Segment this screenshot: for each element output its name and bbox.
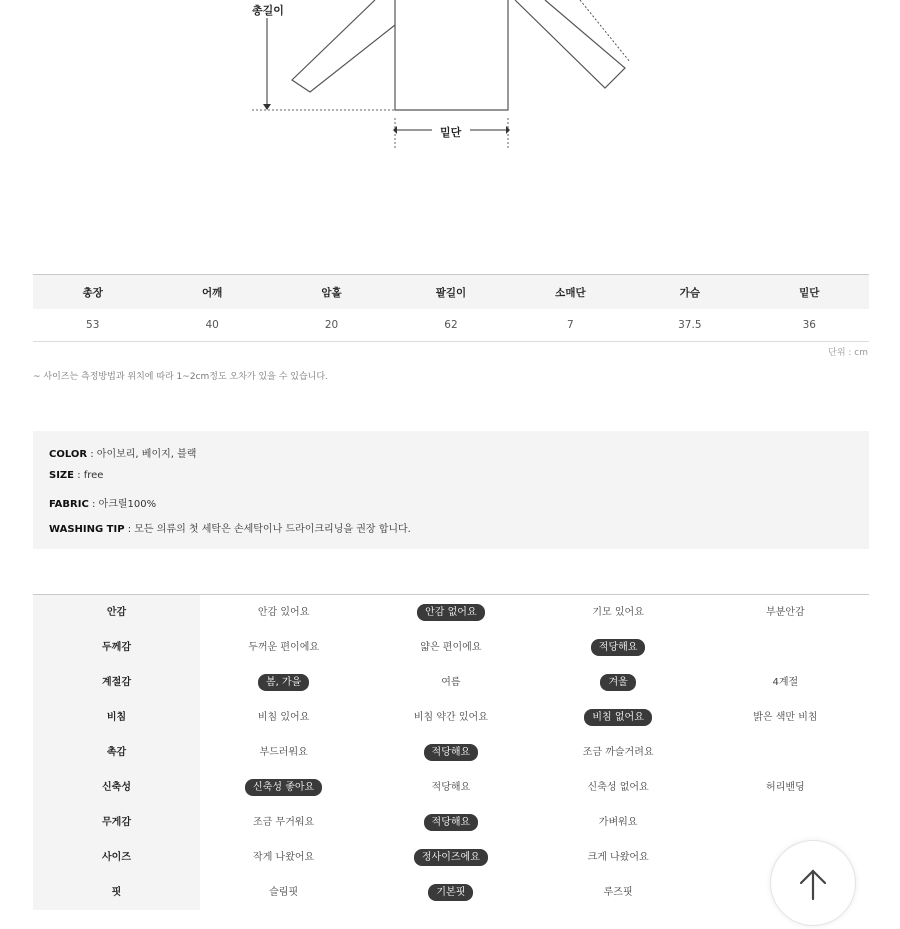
size-value: 53 bbox=[33, 309, 152, 342]
fit-option-cell bbox=[535, 700, 702, 735]
fit-option: 루즈핏 bbox=[603, 887, 633, 898]
size-header: 밑단 bbox=[750, 275, 869, 310]
fit-option-cell bbox=[367, 630, 534, 665]
fit-option-cell bbox=[535, 630, 702, 665]
fit-option-selected: 신축성 좋아요 bbox=[245, 779, 322, 796]
fit-option: 작게 나왔어요 bbox=[253, 852, 315, 863]
scroll-top-button[interactable] bbox=[770, 840, 856, 926]
fit-option-cell bbox=[367, 700, 534, 735]
size-note: ~ 사이즈는 측정방법과 위치에 따라 1~2cm정도 오차가 있을 수 있습니다. bbox=[33, 372, 328, 382]
fit-option: 비침 약간 있어요 bbox=[413, 712, 488, 723]
hem-label: 밑단 bbox=[440, 126, 462, 139]
fit-option-cell bbox=[702, 700, 869, 735]
size-table bbox=[33, 274, 869, 342]
unit-label: 단위 : cm bbox=[828, 348, 868, 358]
fit-option-cell bbox=[367, 840, 534, 875]
fit-option-cell bbox=[367, 595, 534, 631]
fit-option: 신축성 없어요 bbox=[587, 782, 649, 793]
fit-row-label: 두께감 bbox=[33, 630, 200, 665]
fit-option-cell bbox=[200, 665, 367, 700]
size-value: 37.5 bbox=[630, 309, 749, 342]
fit-option: 슬림핏 bbox=[269, 887, 299, 898]
fit-option: 조금 까슬거려요 bbox=[582, 747, 654, 758]
fit-row-label: 핏 bbox=[33, 875, 200, 910]
fit-option-selected: 적당해요 bbox=[424, 744, 479, 761]
garment-body-outline bbox=[395, 0, 508, 110]
fit-row-label: 무게감 bbox=[33, 805, 200, 840]
fit-option-cell bbox=[200, 595, 367, 631]
fit-option-cell bbox=[367, 805, 534, 840]
fit-option-cell bbox=[367, 735, 534, 770]
fit-option: 얇은 편이에요 bbox=[420, 642, 482, 653]
fit-row bbox=[33, 770, 869, 805]
fit-option-selected: 봄, 가을 bbox=[258, 674, 309, 691]
fit-option-selected: 겨울 bbox=[600, 674, 635, 691]
fit-option-cell bbox=[702, 595, 869, 631]
fit-option: 두꺼운 편이에요 bbox=[248, 642, 320, 653]
fit-row bbox=[33, 875, 869, 910]
fit-option-cell bbox=[535, 840, 702, 875]
fit-option-selected: 기본핏 bbox=[428, 884, 473, 901]
fit-option-cell bbox=[702, 805, 869, 840]
fit-row-label: 촉감 bbox=[33, 735, 200, 770]
fit-row-label: 신축성 bbox=[33, 770, 200, 805]
fit-row-label: 안감 bbox=[33, 595, 200, 631]
fit-row bbox=[33, 665, 869, 700]
fit-option: 부분안감 bbox=[766, 607, 805, 618]
product-info-box bbox=[33, 431, 869, 549]
right-sleeve-outline bbox=[515, 0, 625, 88]
fit-table bbox=[33, 594, 869, 910]
fit-option: 크게 나왔어요 bbox=[587, 852, 649, 863]
arrow-up-icon bbox=[771, 841, 855, 925]
size-header: 어깨 bbox=[152, 275, 271, 310]
info-washing: WASHING TIP : 모든 의류의 첫 세탁은 손세탁이나 드라이크리닝을 권장 합니다. bbox=[49, 524, 411, 535]
size-value: 36 bbox=[750, 309, 869, 342]
size-value: 40 bbox=[152, 309, 271, 342]
fit-row bbox=[33, 805, 869, 840]
fit-option-cell bbox=[367, 770, 534, 805]
size-header: 팔길이 bbox=[391, 275, 510, 310]
size-header: 암홀 bbox=[272, 275, 391, 310]
fit-option-cell bbox=[367, 665, 534, 700]
size-header: 소매단 bbox=[511, 275, 630, 310]
fit-row bbox=[33, 700, 869, 735]
fit-option: 안감 있어요 bbox=[257, 607, 310, 618]
fit-option-cell bbox=[200, 840, 367, 875]
fit-option: 비침 있어요 bbox=[257, 712, 310, 723]
fit-option-cell bbox=[535, 735, 702, 770]
fit-option: 밝은 색만 비침 bbox=[753, 712, 818, 723]
fit-option: 부드러워요 bbox=[259, 747, 308, 758]
info-color: COLOR : 아이보리, 베이지, 블랙 bbox=[49, 449, 197, 460]
fit-row bbox=[33, 595, 869, 631]
fit-option-cell bbox=[702, 735, 869, 770]
fit-option-selected: 안감 없어요 bbox=[417, 604, 484, 621]
fit-option: 적당해요 bbox=[431, 782, 471, 793]
fit-row bbox=[33, 630, 869, 665]
fit-row-label: 사이즈 bbox=[33, 840, 200, 875]
fit-row-label: 비침 bbox=[33, 700, 200, 735]
fit-option-cell bbox=[535, 665, 702, 700]
fit-option-cell bbox=[702, 665, 869, 700]
info-fabric: FABRIC : 아크릴100% bbox=[49, 499, 157, 510]
fit-option: 허리밴딩 bbox=[766, 782, 805, 793]
fit-option-selected: 적당해요 bbox=[591, 639, 646, 656]
total-length-arrowhead bbox=[263, 104, 271, 110]
fit-option-cell bbox=[535, 770, 702, 805]
fit-option-selected: 비침 없어요 bbox=[584, 709, 651, 726]
fit-option-cell bbox=[200, 805, 367, 840]
fit-option-cell bbox=[200, 770, 367, 805]
fit-option: 여름 bbox=[441, 677, 461, 688]
info-size: SIZE : free bbox=[49, 470, 104, 481]
fit-row bbox=[33, 735, 869, 770]
measurement-diagram bbox=[0, 0, 900, 160]
fit-option-cell bbox=[535, 875, 702, 910]
left-sleeve-outline bbox=[292, 0, 395, 92]
fit-option-selected: 적당해요 bbox=[424, 814, 479, 831]
size-value: 20 bbox=[272, 309, 391, 342]
fit-option-cell bbox=[702, 630, 869, 665]
sleeve-length-guide bbox=[580, 0, 630, 62]
fit-option-cell bbox=[367, 875, 534, 910]
fit-option: 가벼워요 bbox=[598, 817, 638, 828]
fit-row bbox=[33, 840, 869, 875]
fit-option-cell bbox=[200, 735, 367, 770]
size-header: 가슴 bbox=[630, 275, 749, 310]
size-value: 62 bbox=[391, 309, 510, 342]
fit-option-cell bbox=[535, 595, 702, 631]
fit-option: 4계절 bbox=[772, 677, 799, 688]
fit-row-label: 계절감 bbox=[33, 665, 200, 700]
fit-option-cell bbox=[702, 770, 869, 805]
total-length-label: 총길이 bbox=[252, 4, 284, 17]
fit-option-cell bbox=[200, 875, 367, 910]
fit-option: 기모 있어요 bbox=[592, 607, 644, 618]
size-table-value-row bbox=[33, 309, 869, 342]
fit-option-cell bbox=[200, 700, 367, 735]
size-header: 총장 bbox=[33, 275, 152, 310]
size-table-header-row bbox=[33, 275, 869, 310]
fit-option-cell bbox=[535, 805, 702, 840]
fit-option-selected: 정사이즈에요 bbox=[414, 849, 488, 866]
fit-option-cell bbox=[200, 630, 367, 665]
size-value: 7 bbox=[511, 309, 630, 342]
fit-option: 조금 무거워요 bbox=[253, 817, 315, 828]
